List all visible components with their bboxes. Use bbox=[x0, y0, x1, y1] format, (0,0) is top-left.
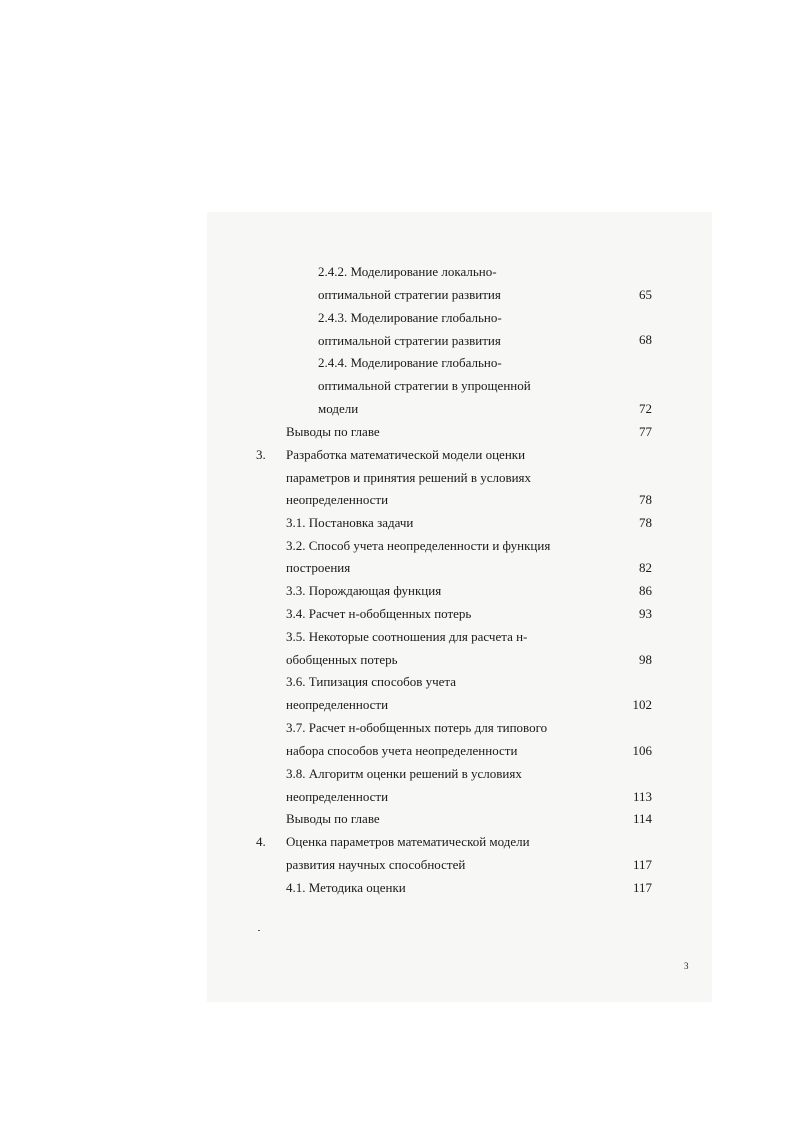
toc-entry-3-5-page: 98 bbox=[639, 652, 652, 667]
toc-chapter-3-line-2: параметров и принятия решений в условиях bbox=[286, 470, 532, 485]
toc-chapter-4-line-2: развития научных способностей bbox=[286, 857, 466, 872]
toc-entry-3-1-page: 78 bbox=[639, 515, 652, 530]
toc-entry-ch3-conclusions-page: 114 bbox=[632, 811, 652, 826]
toc-entry-3-7-page: 106 bbox=[632, 743, 652, 758]
toc-entry-3-8-line-1: 3.8. Алгоритм оценки решений в условиях bbox=[286, 766, 522, 781]
toc-entry-3-6-line-1: 3.6. Типизация способов учета bbox=[286, 674, 457, 689]
toc-chapter-4-page: 117 bbox=[632, 857, 652, 872]
toc-chapter-3-line-1: Разработка математической модели оценки bbox=[286, 447, 526, 462]
toc-entry-2-4-4-line-3: модели bbox=[318, 401, 359, 416]
toc-entry-3-6-line-2: неопределенности bbox=[286, 697, 389, 712]
scan-speck bbox=[258, 930, 260, 931]
toc-entry-2-4-4-page: 72 bbox=[639, 401, 652, 416]
toc-chapter-3-line-3: неопределенности bbox=[286, 492, 389, 507]
toc-entry-3-3-page: 86 bbox=[639, 583, 652, 598]
toc-chapter-3-page: 78 bbox=[639, 492, 652, 507]
toc-entry-3-5-line-1: 3.5. Некоторые соотношения для расчета н- bbox=[286, 629, 528, 644]
toc-entry-3-2-line-2: построения bbox=[286, 560, 351, 575]
toc-entry-4-1-page: 117 bbox=[632, 880, 652, 895]
toc-entry-2-4-3-line-2: оптимальной стратегии развития bbox=[318, 333, 501, 348]
toc-entry-2-4-2-page: 65 bbox=[639, 287, 652, 302]
toc-entry-2-4-3-line-1: 2.4.3. Моделирование глобально- bbox=[318, 310, 502, 325]
toc-entry-ch3-conclusions: Выводы по главе bbox=[286, 811, 380, 826]
toc-entry-3-8-line-2: неопределенности bbox=[286, 789, 389, 804]
toc-entry-ch2-conclusions-page: 77 bbox=[639, 424, 652, 439]
toc-entry-3-5-line-2: обобщенных потерь bbox=[286, 652, 398, 667]
toc-entry-3-7-line-2: набора способов учета неопределенности bbox=[286, 743, 518, 758]
toc-entry-3-2-line-1: 3.2. Способ учета неопределенности и функция bbox=[286, 538, 551, 553]
toc-entry-2-4-4-line-2: оптимальной стратегии в упрощенной bbox=[318, 378, 531, 393]
toc-entry-3-2-page: 82 bbox=[639, 560, 652, 575]
toc-entry-2-4-3-page: 68 bbox=[639, 332, 652, 347]
toc-entry-3-4-page: 93 bbox=[639, 606, 652, 621]
toc-entry-3-6-page: 102 bbox=[632, 697, 652, 712]
toc-entry-4-1: 4.1. Методика оценки bbox=[286, 880, 406, 895]
toc-entry-3-8-page: 113 bbox=[632, 789, 652, 804]
toc-entry-2-4-2-line-1: 2.4.2. Моделирование локально- bbox=[318, 264, 497, 279]
toc-chapter-4-number: 4. bbox=[256, 834, 266, 849]
toc-entry-3-7-line-1: 3.7. Расчет н-обобщенных потерь для типового bbox=[286, 720, 548, 735]
toc-entry-ch2-conclusions: Выводы по главе bbox=[286, 424, 380, 439]
toc-entry-3-3: 3.3. Порождающая функция bbox=[286, 583, 442, 598]
toc-entry-3-4: 3.4. Расчет н-обобщенных потерь bbox=[286, 606, 472, 621]
sheet-page-number: 3 bbox=[684, 961, 689, 971]
toc-entry-2-4-2-line-2: оптимальной стратегии развития bbox=[318, 287, 501, 302]
toc-entry-3-1: 3.1. Постановка задачи bbox=[286, 515, 414, 530]
toc-entry-2-4-4-line-1: 2.4.4. Моделирование глобально- bbox=[318, 355, 502, 370]
toc-chapter-3-number: 3. bbox=[256, 447, 266, 462]
toc-chapter-4-line-1: Оценка параметров математической модели bbox=[286, 834, 530, 849]
